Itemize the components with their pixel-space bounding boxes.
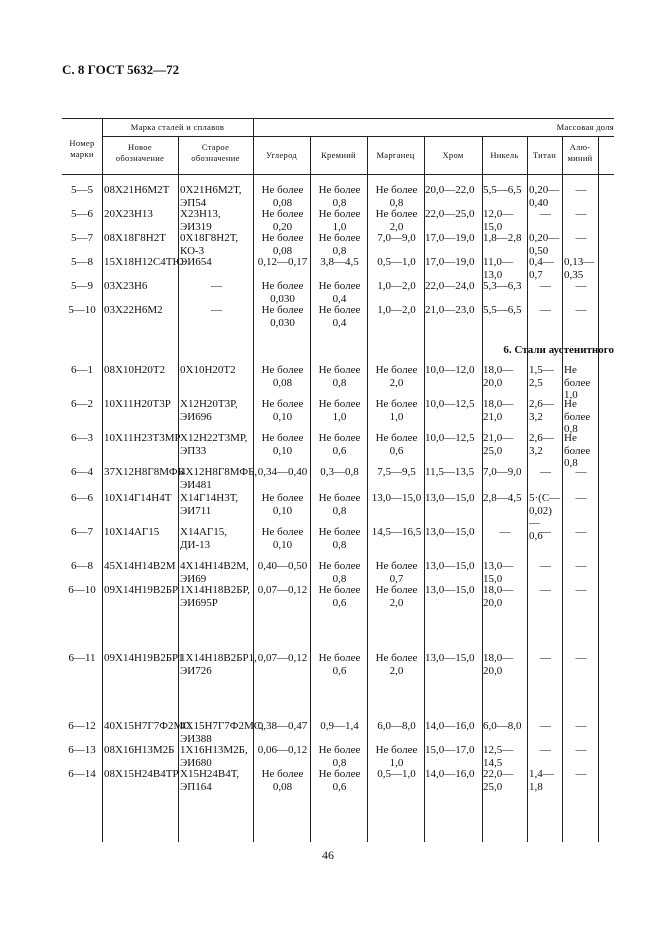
cell-ni: 22,0—25,0 xyxy=(483,768,514,793)
cell-old: 0Х21Н6М2Т, ЭП54 xyxy=(180,184,242,209)
cell-new: 37Х12Н8Г8МФБ xyxy=(104,466,184,478)
cell-cr: 13,0—15,0 xyxy=(425,526,475,538)
cell-old: 0Х18Г8Н2Т, КО-3 xyxy=(180,232,239,257)
cell-mn: 7,5—9,5 xyxy=(377,466,416,478)
cell-num: 6—11 xyxy=(68,652,96,664)
cell-si: 0,3—0,8 xyxy=(320,466,359,478)
cell-mn: Не более 1,0 xyxy=(375,744,418,769)
cell-al: Не более 0,8 xyxy=(564,432,591,469)
col-divider-9 xyxy=(562,136,563,842)
cell-ti: — xyxy=(540,744,551,756)
table-top-rule xyxy=(62,118,614,119)
cell-c: 0,07—0,12 xyxy=(257,584,308,596)
cell-cr: 21,0—23,0 xyxy=(425,304,475,316)
col-divider-5 xyxy=(367,136,368,842)
cell-si: Не более 0,8 xyxy=(318,744,361,769)
cell-ni: 18,0—20,0 xyxy=(483,364,514,389)
cell-new: 10Х14АГ15 xyxy=(104,526,160,538)
cell-mn: 1,0—2,0 xyxy=(377,280,416,292)
cell-num: 6—7 xyxy=(71,526,93,538)
cell-al: — xyxy=(575,744,587,756)
cell-old: Х14Г14Н3Т, ЭИ711 xyxy=(180,492,239,517)
cell-al: — xyxy=(575,304,587,316)
cell-cr: 14,0—16,0 xyxy=(425,720,475,732)
cell-ti: — xyxy=(540,560,551,572)
cell-mn: 6,0—8,0 xyxy=(377,720,416,732)
cell-old: — xyxy=(211,280,222,292)
cell-num: 5—7 xyxy=(71,232,93,244)
cell-new: 03Х22Н6М2 xyxy=(104,304,163,316)
cell-si: Не более 0,8 xyxy=(318,560,361,585)
cell-al: — xyxy=(575,232,587,244)
cell-si: Не более 0,6 xyxy=(318,432,361,457)
cell-c: Не более 0,08 xyxy=(261,184,304,209)
cell-old: Х14АГ15, ДИ-13 xyxy=(180,526,227,551)
table-header-bottom-rule xyxy=(62,174,614,175)
cell-al: — xyxy=(575,560,587,572)
cell-c: 0,40—0,50 xyxy=(257,560,308,572)
cell-cr: 14,0—16,0 xyxy=(425,768,475,780)
cell-cr: 13,0—15,0 xyxy=(425,560,475,572)
cell-al: — xyxy=(575,652,587,664)
cell-ni: 7,0—9,0 xyxy=(483,466,522,478)
cell-cr: 11,5—13,5 xyxy=(425,466,475,478)
cell-old: 4Х15Н7Г7Ф2МС, ЭИ388 xyxy=(180,720,264,745)
cell-mn: 0,5—1,0 xyxy=(377,256,416,268)
cell-num: 6—6 xyxy=(71,492,93,504)
cell-cr: 10,0—12,0 xyxy=(425,364,475,376)
cell-ti: — xyxy=(540,526,551,538)
cell-num: 5—5 xyxy=(71,184,93,196)
cell-c: Не более 0,10 xyxy=(261,432,304,457)
cell-ti: 2,6— 3,2 xyxy=(529,398,554,423)
cell-c: Не более 0,08 xyxy=(261,232,304,257)
cell-ti: — xyxy=(540,280,551,292)
cell-c: Не более 0,030 xyxy=(261,280,304,305)
cell-al: — xyxy=(575,720,587,732)
cell-si: Не более 1,0 xyxy=(318,398,361,423)
cell-num: 6—8 xyxy=(71,560,93,572)
cell-cr: 22,0—24,0 xyxy=(425,280,475,292)
cell-new: 08Х16Н13М2Б xyxy=(104,744,175,756)
cell-ti: 5·(С— 0,02)— 0,6 xyxy=(529,492,561,542)
cell-ti: 0,4— 0,7 xyxy=(529,256,554,281)
cell-si: Не более 0,8 xyxy=(318,232,361,257)
cell-mn: Не более 0,7 xyxy=(375,560,418,585)
cell-al: — xyxy=(575,208,587,220)
header-c: Углерод xyxy=(265,150,298,160)
cell-mn: Не более 0,6 xyxy=(375,432,418,457)
cell-ni: 13,0—15,0 xyxy=(483,560,514,585)
cell-c: 0,06—0,12 xyxy=(257,744,308,756)
header-ti: Титан xyxy=(532,150,557,160)
cell-ni: 12,5—14,5 xyxy=(483,744,514,769)
cell-mn: Не более 2,0 xyxy=(375,584,418,609)
cell-si: Не более 0,4 xyxy=(318,280,361,305)
cell-old: 4Х12Н8Г8МФБ, ЭИ481 xyxy=(180,466,258,491)
cell-si: Не более 0,6 xyxy=(318,584,361,609)
header-old: Старое обозначение xyxy=(191,142,240,163)
cell-al: — xyxy=(575,526,587,538)
cell-ni: 11,0—13,0 xyxy=(483,256,513,281)
cell-al: — xyxy=(575,280,587,292)
col-divider-2 xyxy=(178,136,179,842)
cell-ti: 0,20— 0,50 xyxy=(529,232,560,257)
cell-al: — xyxy=(575,492,587,504)
cell-ti: 0,20— 0,40 xyxy=(529,184,560,209)
cell-al: Не более 1,0 xyxy=(564,364,591,401)
composition-table xyxy=(62,118,614,842)
cell-al: Не более 0,8 xyxy=(564,398,591,435)
section-6-title: 6. Стали аустенитного xyxy=(503,344,614,356)
cell-old: 0Х10Н20Т2 xyxy=(180,364,236,376)
cell-new: 20Х23Н13 xyxy=(104,208,153,220)
cell-si: Не более 0,8 xyxy=(318,526,361,551)
cell-new: 09Х14Н19В2БР1 xyxy=(104,652,184,664)
cell-ti: 1,5— 2,5 xyxy=(529,364,554,389)
header-nomer: Номер марки xyxy=(69,138,95,159)
cell-old: 4Х14Н14В2М, ЭИ69 xyxy=(180,560,249,585)
header-al: Алю- миний xyxy=(567,142,593,163)
cell-si: Не более 0,6 xyxy=(318,768,361,793)
cell-c: 0,07—0,12 xyxy=(257,652,308,664)
col-divider-4 xyxy=(310,136,311,842)
cell-cr: 13,0—15,0 xyxy=(425,584,475,596)
cell-c: 0,34—0,40 xyxy=(257,466,308,478)
cell-c: Не более 0,030 xyxy=(261,304,304,329)
cell-ti: — xyxy=(540,466,551,478)
cell-ni: 5,5—6,5 xyxy=(483,184,522,196)
cell-ni: 12,0—15,0 xyxy=(483,208,514,233)
cell-old: — xyxy=(211,304,222,316)
header-si: Кремний xyxy=(321,150,356,160)
cell-old: Х12Н22Т3МР, ЭП33 xyxy=(180,432,248,457)
cell-ti: — xyxy=(540,720,551,732)
cell-num: 6—12 xyxy=(68,720,96,732)
cell-new: 08Х15Н24В4ТР xyxy=(104,768,179,780)
cell-ti: — xyxy=(540,304,551,316)
cell-new: 10Х14Г14Н4Т xyxy=(104,492,172,504)
cell-old: 1Х14Н18В2БР1, ЭИ726 xyxy=(180,652,257,677)
cell-new: 08Х18Г8Н2Т xyxy=(104,232,166,244)
col-divider-8 xyxy=(527,136,528,842)
cell-ti: — xyxy=(540,208,551,220)
cell-mn: 1,0—2,0 xyxy=(377,304,416,316)
header-mass-group: Массовая доля xyxy=(556,122,614,132)
cell-si: Не более 0,8 xyxy=(318,492,361,517)
col-divider-10 xyxy=(598,136,599,842)
cell-si: Не более 1,0 xyxy=(318,208,361,233)
cell-num: 6—1 xyxy=(71,364,93,376)
cell-ti: 2,6— 3,2 xyxy=(529,432,554,457)
cell-c: Не более 0,08 xyxy=(261,768,304,793)
cell-new: 08Х10Н20Т2 xyxy=(104,364,166,376)
cell-cr: 13,0—15,0 xyxy=(425,492,475,504)
cell-mn: Не более 2,0 xyxy=(375,652,418,677)
cell-old: Х12Н20Т3Р, ЭИ696 xyxy=(180,398,238,423)
cell-cr: 15,0—17,0 xyxy=(425,744,475,756)
cell-new: 08Х21Н6М2Т xyxy=(104,184,170,196)
cell-new: 09Х14Н19В2БР xyxy=(104,584,179,596)
cell-c: Не более 0,10 xyxy=(261,526,304,551)
cell-old: 1Х16Н13М2Б, ЭИ680 xyxy=(180,744,248,769)
cell-ni: 6,0—8,0 xyxy=(483,720,522,732)
cell-new: 15Х18Н12С4ТЮ xyxy=(104,256,184,268)
cell-num: 5—9 xyxy=(71,280,93,292)
header-mn: Марганец xyxy=(376,150,415,160)
cell-old: Х23Н13, ЭИ319 xyxy=(180,208,221,233)
cell-mn: 13,0—15,0 xyxy=(371,492,422,504)
cell-num: 6—3 xyxy=(71,432,93,444)
cell-ni: 21,0—25,0 xyxy=(483,432,514,457)
cell-old: ЭИ654 xyxy=(180,256,212,268)
cell-new: 45Х14Н14В2М xyxy=(104,560,176,572)
header-cr: Хром xyxy=(442,150,464,160)
cell-new: 10Х11Н20Т3Р xyxy=(104,398,171,410)
cell-mn: 14,5—16,5 xyxy=(371,526,422,538)
cell-cr: 10,0—12,5 xyxy=(425,432,475,444)
cell-mn: Не более 2,0 xyxy=(375,208,418,233)
cell-c: 0,38—0,47 xyxy=(257,720,308,732)
cell-cr: 13,0—15,0 xyxy=(425,652,475,664)
cell-al: — xyxy=(575,584,587,596)
cell-num: 6—2 xyxy=(71,398,93,410)
cell-ni: 18,0—20,0 xyxy=(483,584,514,609)
cell-mn: Не более 1,0 xyxy=(375,398,418,423)
mass-subheader-rule xyxy=(253,136,614,137)
cell-al: — xyxy=(575,768,587,780)
header-ni: Никель xyxy=(490,150,519,160)
cell-c: 0,12—0,17 xyxy=(257,256,308,268)
cell-mn: 7,0—9,0 xyxy=(377,232,416,244)
col-divider-3 xyxy=(253,118,254,842)
cell-ni: 5,5—6,5 xyxy=(483,304,522,316)
cell-old: Х15Н24В4Т, ЭП164 xyxy=(180,768,240,793)
cell-c: Не более 0,10 xyxy=(261,492,304,517)
header-new: Новое обозначение xyxy=(115,142,165,163)
cell-c: Не более 0,10 xyxy=(261,398,304,423)
cell-mn: Не более 2,0 xyxy=(375,364,418,389)
cell-al: — xyxy=(575,184,587,196)
cell-mn: 0,5—1,0 xyxy=(377,768,416,780)
cell-si: Не более 0,4 xyxy=(318,304,361,329)
cell-cr: 22,0—25,0 xyxy=(425,208,475,220)
cell-si: 0,9—1,4 xyxy=(320,720,359,732)
cell-cr: 20,0—22,0 xyxy=(425,184,475,196)
cell-ni: 2,8—4,5 xyxy=(483,492,522,504)
cell-num: 5—6 xyxy=(71,208,93,220)
cell-ni: 18,0—20,0 xyxy=(483,652,514,677)
cell-ti: — xyxy=(540,652,551,664)
cell-num: 6—4 xyxy=(71,466,93,478)
cell-c: Не более 0,20 xyxy=(261,208,304,233)
cell-old: 1Х14Н18В2БР, ЭИ695Р xyxy=(180,584,251,609)
cell-ni: 1,8—2,8 xyxy=(483,232,522,244)
page-number: 46 xyxy=(322,848,334,862)
cell-new: 03Х23Н6 xyxy=(104,280,148,292)
page-header-title: С. 8 ГОСТ 5632—72 xyxy=(62,62,180,77)
header-marka-group: Марка сталей и сплавов xyxy=(130,122,225,132)
cell-ti: 1,4— 1,8 xyxy=(529,768,554,793)
cell-ni: 5,3—6,3 xyxy=(483,280,522,292)
cell-num: 6—10 xyxy=(68,584,96,596)
cell-num: 5—8 xyxy=(71,256,93,268)
cell-new: 40Х15Н7Г7Ф2МС xyxy=(104,720,191,732)
cell-al: 0,13— 0,35 xyxy=(564,256,595,281)
cell-ti: — xyxy=(540,584,551,596)
cell-si: Не более 0,6 xyxy=(318,652,361,677)
col-divider-1 xyxy=(102,118,103,842)
cell-al: — xyxy=(575,466,587,478)
cell-si: 3,8—4,5 xyxy=(320,256,359,268)
cell-cr: 17,0—19,0 xyxy=(425,232,475,244)
cell-new: 10Х11Н23Т3МР xyxy=(104,432,181,444)
cell-c: Не более 0,08 xyxy=(261,364,304,389)
cell-num: 6—14 xyxy=(68,768,96,780)
cell-num: 6—13 xyxy=(68,744,96,756)
cell-cr: 17,0—19,0 xyxy=(425,256,475,268)
cell-num: 5—10 xyxy=(68,304,96,316)
cell-mn: Не более 0,8 xyxy=(375,184,418,209)
cell-cr: 10,0—12,5 xyxy=(425,398,475,410)
cell-ni: — xyxy=(499,526,511,538)
cell-ni: 18,0—21,0 xyxy=(483,398,514,423)
cell-si: Не более 0,8 xyxy=(318,184,361,209)
cell-si: Не более 0,8 xyxy=(318,364,361,389)
